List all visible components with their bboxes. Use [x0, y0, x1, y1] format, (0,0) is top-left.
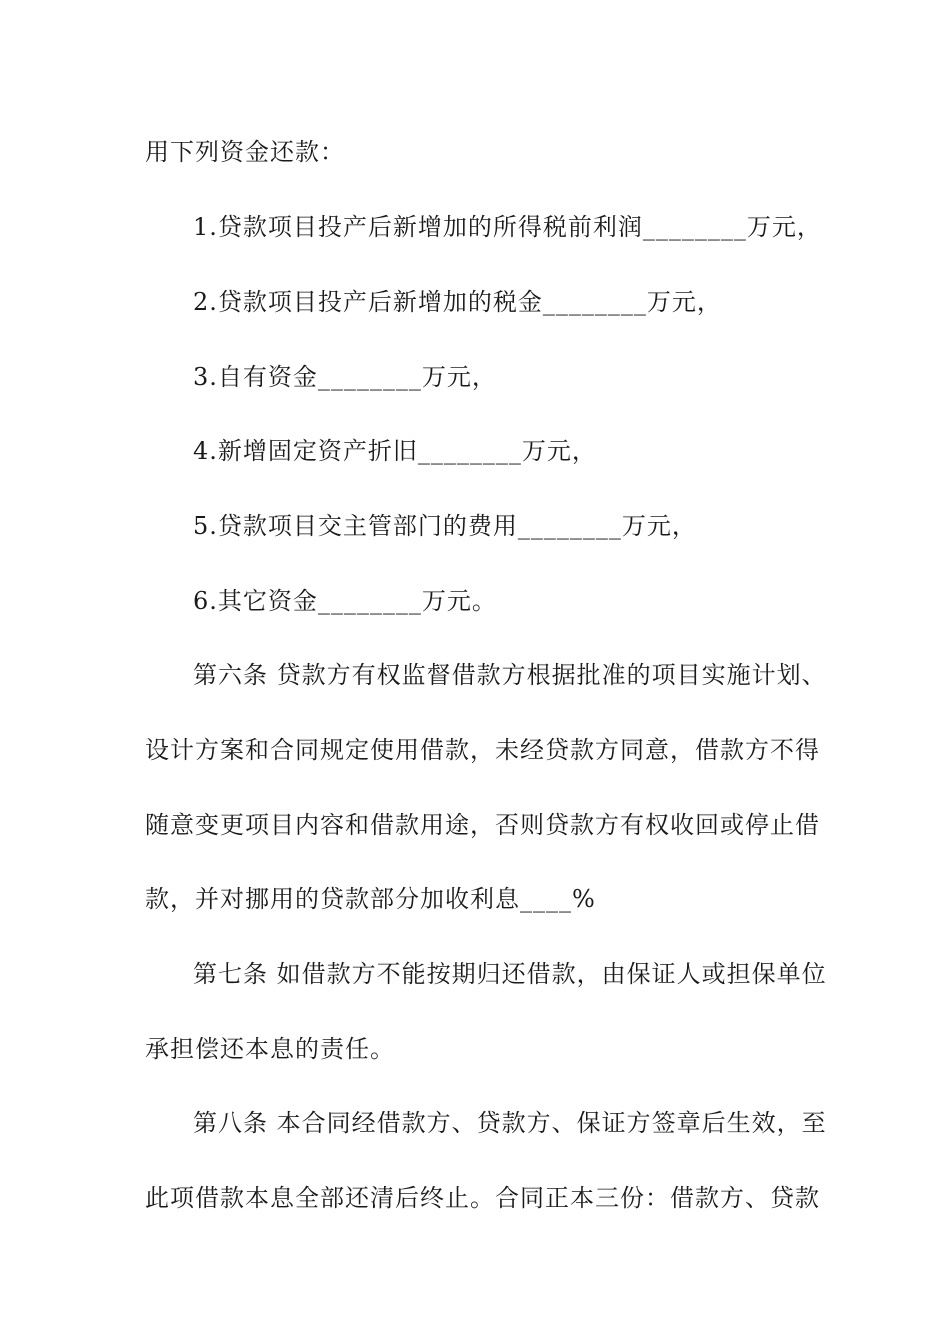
- text-line: 用下列资金还款：: [145, 138, 345, 166]
- repayment-item-3: 3.自有资金________万元，: [193, 363, 497, 391]
- article-6-line-3: 随意变更项目内容和借款用途，否则贷款方有权收回或停止借: [145, 811, 820, 839]
- repayment-item-5: 5.贷款项目交主管部门的费用________万元，: [193, 512, 697, 540]
- repayment-item-6: 6.其它资金________万元。: [193, 587, 497, 615]
- article-7-line-1: 第七条 如借款方不能按期归还借款，由保证人或担保单位: [193, 960, 827, 988]
- repayment-item-4: 4.新增固定资产折旧________万元，: [193, 437, 597, 465]
- repayment-item-2: 2.贷款项目投产后新增加的税金________万元，: [193, 288, 722, 316]
- article-6-line-4: 款，并对挪用的贷款部分加收利息____%: [145, 885, 596, 913]
- article-7-line-2: 承担偿还本息的责任。: [145, 1035, 395, 1063]
- article-6-line-1: 第六条 贷款方有权监督借款方根据批准的项目实施计划、: [193, 661, 827, 689]
- article-6-line-2: 设计方案和合同规定使用借款，未经贷款方同意，借款方不得: [145, 736, 820, 764]
- article-8-line-2: 此项借款本息全部还清后终止。合同正本三份：借款方、贷款: [145, 1184, 820, 1212]
- repayment-item-1: 1.贷款项目投产后新增加的所得税前利润________万元，: [193, 213, 822, 241]
- article-8-line-1: 第八条 本合同经借款方、贷款方、保证方签章后生效，至: [193, 1109, 827, 1137]
